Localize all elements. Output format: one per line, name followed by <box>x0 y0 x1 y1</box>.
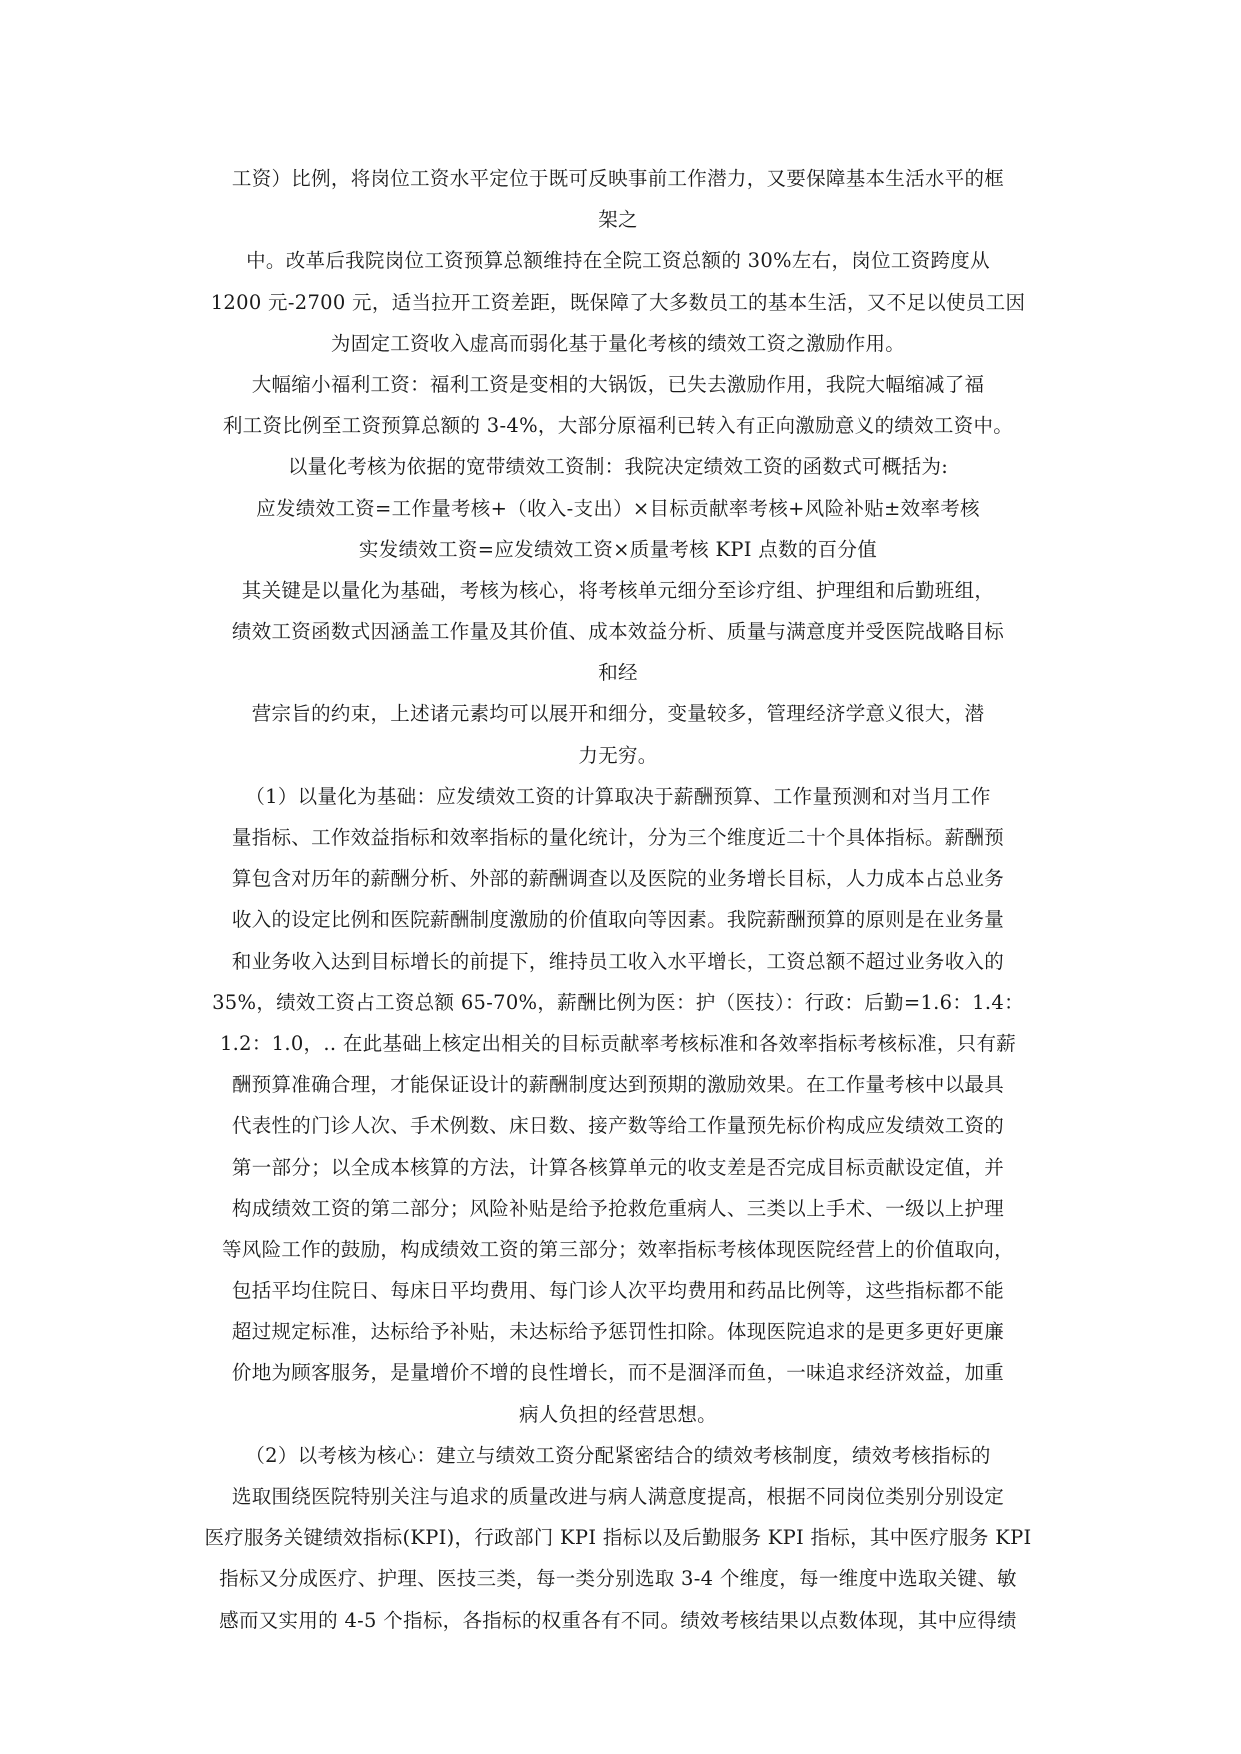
text-line: 其关键是以量化为基础，考核为核心，将考核单元细分至诊疗组、护理组和后勤班组， <box>241 578 995 602</box>
text-line: 收入的设定比例和医院薪酬制度激励的价值取向等因素。我院薪酬预算的原则是在业务量 <box>231 908 1005 932</box>
text-line: 等风险工作的鼓励，构成绩效工资的第三部分；效率指标考核体现医院经营上的价值取向， <box>221 1237 1014 1261</box>
text-line: 营宗旨的约束，上述诸元素均可以展开和细分，变量较多，管理经济学意义很大，潜 <box>251 702 985 726</box>
document-page <box>178 158 1058 1641</box>
text-line: 酬预算准确合理，才能保证设计的薪酬制度达到预期的激励效果。在工作量考核中以最具 <box>231 1073 1005 1097</box>
text-line: 超过规定标准，达标给予补贴，未达标给予惩罚性扣除。体现医院追求的是更多更好更廉 <box>231 1320 1005 1344</box>
text-line: 以量化考核为依据的宽带绩效工资制：我院决定绩效工资的函数式可概括为: <box>287 455 949 479</box>
text-line: 代表性的门诊人次、手术例数、床日数、接产数等给工作量预先标价构成应发绩效工资的 <box>231 1114 1005 1138</box>
text-line: 中。改革后我院岗位工资预算总额维持在全院工资总额的 30%左右，岗位工资跨度从 <box>246 249 990 273</box>
text-line: 工资）比例，将岗位工资水平定位于既可反映事前工作潜力，又要保障基本生活水平的框 <box>231 167 1005 190</box>
text-line: 绩效工资函数式因涵盖工作量及其价值、成本效益分析、质量与满意度并受医院战略目标 <box>231 620 1005 644</box>
text-line: 架之 <box>598 208 638 232</box>
text-line: 大幅缩小福利工资：福利工资是变相的大锅饭，已失去激励作用，我院大幅缩减了福 <box>251 372 985 396</box>
text-line: 算包含对历年的薪酬分析、外部的薪酬调查以及医院的业务增长目标，人力成本占总业务 <box>231 867 1005 891</box>
text-line: 病人负担的经营思想。 <box>518 1402 717 1426</box>
formula-line: 实发绩效工资=应发绩效工资×质量考核 KPI 点数的百分值 <box>358 537 878 561</box>
text-line: 为固定工资收入虚高而弱化基于量化考核的绩效工资之激励作用。 <box>330 331 906 355</box>
text-line: （2）以考核为核心：建立与绩效工资分配紧密结合的绩效考核制度，绩效考核指标的 <box>245 1443 991 1467</box>
text-line: 1200 元-2700 元，适当拉开工资差距，既保障了大多数员工的基本生活，又不足以使员工因 <box>210 290 1026 314</box>
formula-line: 应发绩效工资=工作量考核+（收入-支出）×目标贡献率考核+风险补贴±效率考核 <box>256 496 980 520</box>
text-line: 和业务收入达到目标增长的前提下，维持员工收入水平增长，工资总额不超过业务收入的 <box>231 949 1005 973</box>
text-line: 和经 <box>598 661 638 685</box>
text-line: 指标又分成医疗、护理、医技三类，每一类分别选取 3-4 个维度，每一维度中选取关键、敏 <box>219 1567 1017 1591</box>
text-line: 1.2：1.0，.. 在此基础上核定出相关的目标贡献率考核标准和各效率指标考核标准，只有薪 <box>219 1031 1017 1055</box>
text-line: 构成绩效工资的第二部分；风险补贴是给予抢救危重病人、三类以上手术、一级以上护理 <box>231 1196 1005 1220</box>
text-line: 量指标、工作效益指标和效率指标的量化统计，分为三个维度近二十个具体指标。薪酬预 <box>231 826 1005 849</box>
text-line: 第一部分；以全成本核算的方法，计算各核算单元的收支差是否完成目标贡献设定值，并 <box>231 1155 1005 1179</box>
text-line: 力无穷。 <box>578 743 658 767</box>
text-line: 选取围绕医院特别关注与追求的质量改进与病人满意度提高，根据不同岗位类别分别设定 <box>231 1485 1005 1508</box>
text-line: 医疗服务关键绩效指标(KPI)，行政部门 KPI 指标以及后勤服务 KPI 指标，其中医疗服务 KPI <box>204 1526 1032 1550</box>
text-line: 35%，绩效工资占工资总额 65-70%，薪酬比例为医：护（医技）：行政：后勤=1.6：1.4： <box>212 990 1024 1014</box>
text-line: 利工资比例至工资预算总额的 3-4%，大部分原福利已转入有正向激励意义的绩效工资中。 <box>222 414 1014 438</box>
text-line: 价地为顾客服务，是量增价不增的良性增长，而不是涸泽而鱼，一味追求经济效益，加重 <box>231 1361 1005 1385</box>
text-line: 感而又实用的 4-5 个指标，各指标的权重各有不同。绩效考核结果以点数体现，其中应得绩 <box>219 1608 1017 1632</box>
text-line: （1）以量化为基础：应发绩效工资的计算取决于薪酬预算、工作量预测和对当月工作 <box>245 784 991 808</box>
text-line: 包括平均住院日、每床日平均费用、每门诊人次平均费用和药品比例等，这些指标都不能 <box>231 1279 1005 1303</box>
